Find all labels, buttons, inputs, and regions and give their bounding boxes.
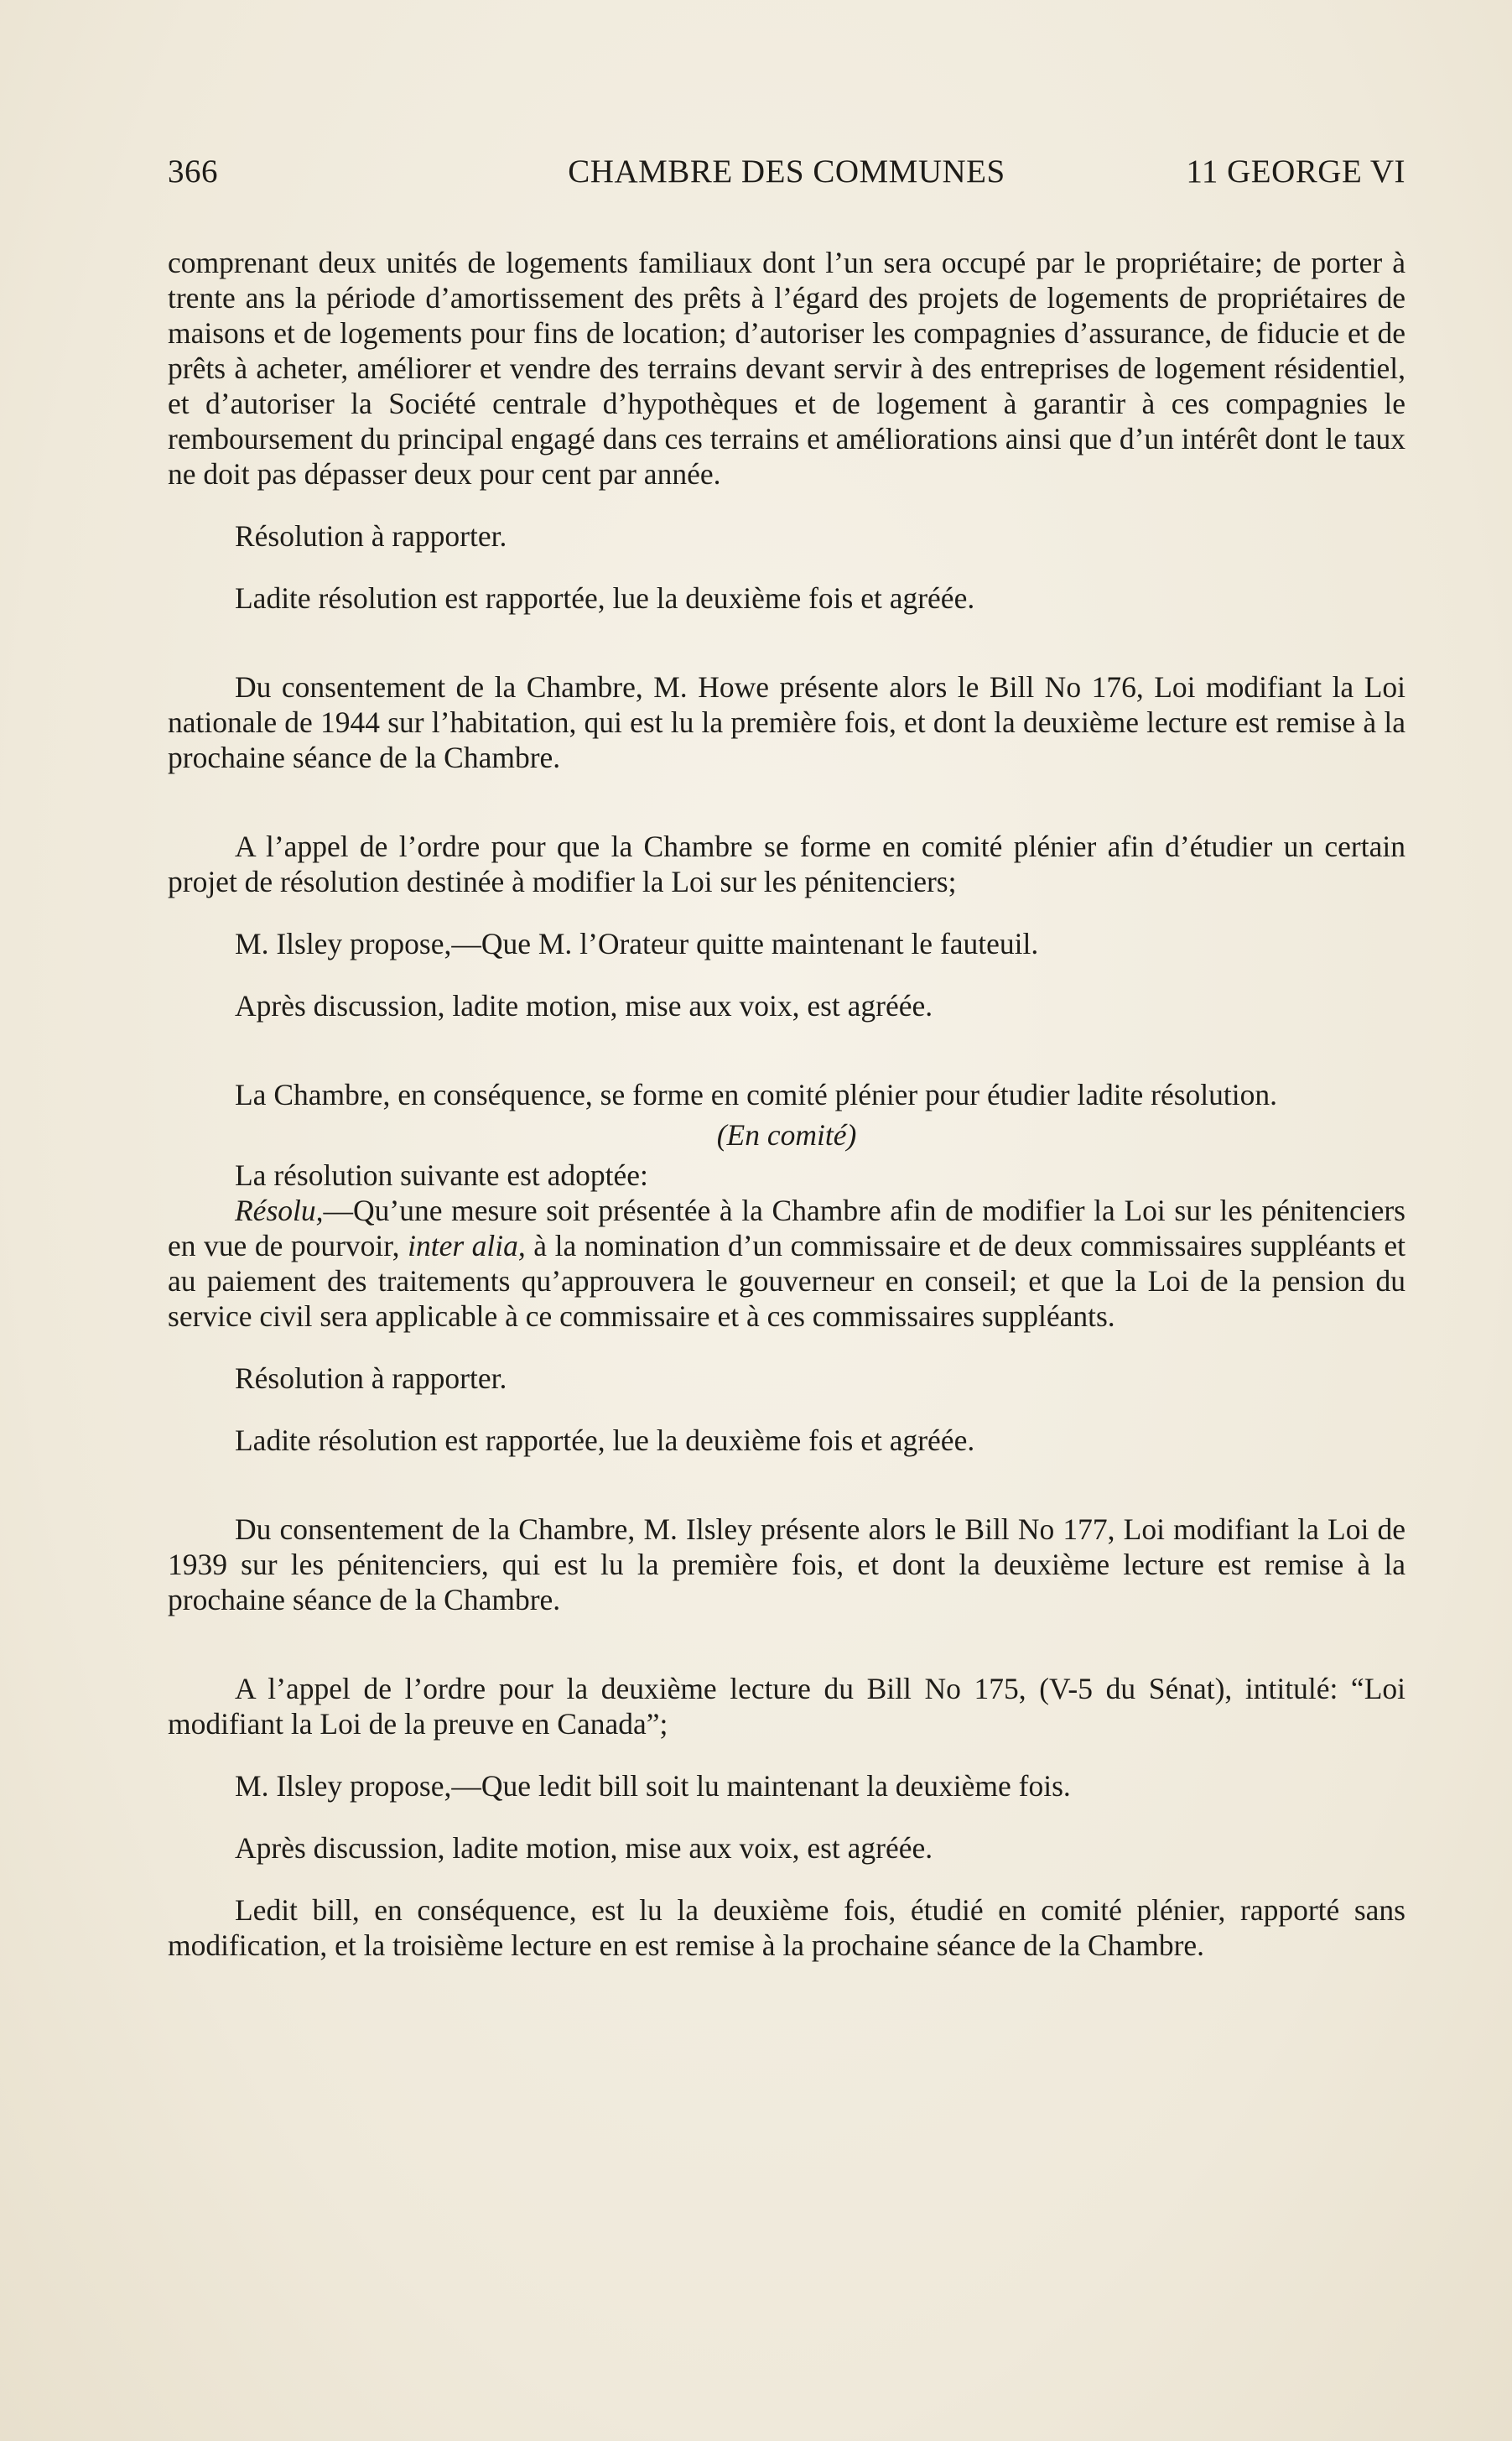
page-title: CHAMBRE DES COMMUNES bbox=[568, 154, 1005, 190]
paragraph-order-committee: A l’appel de l’ordre pour que la Chambre se forme en comité plénier afin d’étudier un certain projet de résolution destinée à modifier la Loi sur les pénitenciers; bbox=[168, 830, 1405, 898]
resolu-text-a: —Qu’une mesure soit présentée à la Chambre afin de modifier la Loi sur les pénitenciers en vue de pourvoir, bbox=[168, 1194, 1405, 1262]
paragraph-continuation: comprenant deux unités de logements familiaux dont l’un sera occupé par le propriétaire; de porter à trente ans la période d’amortissement des prêts à l’égard des projets de logements de propriétaires de maisons et de logements pour fins de location; d’autoriser les compagnies d’assurance, de fiducie et de prêts à acheter, améliorer et vendre des terrains devant servir à des entreprises de logement résidentiel, et d’autoriser la Société centrale d’hypothèques et de logement à garantir à ces compagnies le remboursement du principal engagé dans ces terrains et améliorations ainsi que d’un intérêt dont le taux ne doit pas dépasser deux pour cent par année. bbox=[168, 246, 1405, 491]
paragraph-resolution-report-2: Résolution à rapporter. bbox=[235, 1361, 507, 1395]
paragraph-in-committee bbox=[168, 1117, 1405, 1153]
paragraph-bill-read: Ledit bill, en conséquence, est lu la deuxième fois, étudié en comité plénier, rapporté sans modification, et la troisième lecture en est remise à la prochaine séance de la Chambre. bbox=[168, 1893, 1405, 1962]
paragraph-committee-formed: La Chambre, en conséquence, se forme en comité plénier pour étudier ladite résolution. bbox=[235, 1078, 1278, 1111]
paragraph-bill-177: Du consentement de la Chambre, M. Ilsley présente alors le Bill No 177, Loi modifiant la Loi de 1939 sur les pénitenciers, qui est lu la première fois, et dont la deuxième lecture est remise à la prochaine séance de la Chambre. bbox=[168, 1512, 1405, 1616]
paragraph-motion-second-reading: M. Ilsley propose,—Que ledit bill soit lu maintenant la deuxième fois. bbox=[235, 1769, 1071, 1803]
paragraph-resolution-agreed-2: Ladite résolution est rapportée, lue la deuxième fois et agréée. bbox=[235, 1423, 975, 1457]
document-body bbox=[168, 245, 1405, 1963]
paragraph-motion-agreed-2: Après discussion, ladite motion, mise aux voix, est agréée. bbox=[235, 1831, 933, 1865]
paragraph-motion-agreed-1: Après discussion, ladite motion, mise aux voix, est agréée. bbox=[235, 989, 933, 1023]
in-committee-label: (En comité) bbox=[716, 1118, 857, 1152]
inter-alia: inter alia, bbox=[408, 1229, 526, 1262]
paragraph-bill-176: Du consentement de la Chambre, M. Howe présente alors le Bill No 176, Loi modifiant la Loi nationale de 1944 sur l’habitation, qui est lu la première fois, et dont la deuxième lecture est remise à la prochaine séance de la Chambre. bbox=[168, 670, 1405, 774]
paragraph-resolution-adopted: La résolution suivante est adoptée: bbox=[235, 1158, 648, 1192]
page-number: 366 bbox=[168, 154, 218, 190]
paragraph-motion-speaker: M. Ilsley propose,—Que M. l’Orateur quitte maintenant le fauteuil. bbox=[235, 927, 1039, 960]
resolu-text-b: à la nomination d’un commissaire et de deux commissaires suppléants et au paiement des traitements qu’approuvera le gouverneur en conseil; et que la Loi de la pension du service civil sera applicable à ce commissaire et à ces commissaires suppléants. bbox=[168, 1229, 1406, 1333]
resolu-label: Résolu, bbox=[235, 1194, 324, 1227]
paragraph-order-bill-175: A l’appel de l’ordre pour la deuxième lecture du Bill No 175, (V-5 du Sénat), intitulé: “Loi modifiant la Loi de la preuve en Canada”; bbox=[168, 1672, 1405, 1741]
paragraph-resolution-agreed-1: Ladite résolution est rapportée, lue la deuxième fois et agréée. bbox=[235, 581, 975, 615]
regnal-year: 11 GEORGE VI bbox=[1186, 154, 1405, 190]
paragraph-resolution-report-1: Résolution à rapporter. bbox=[235, 519, 507, 553]
running-header bbox=[168, 153, 1405, 195]
paragraph-resolu bbox=[168, 1193, 1405, 1334]
